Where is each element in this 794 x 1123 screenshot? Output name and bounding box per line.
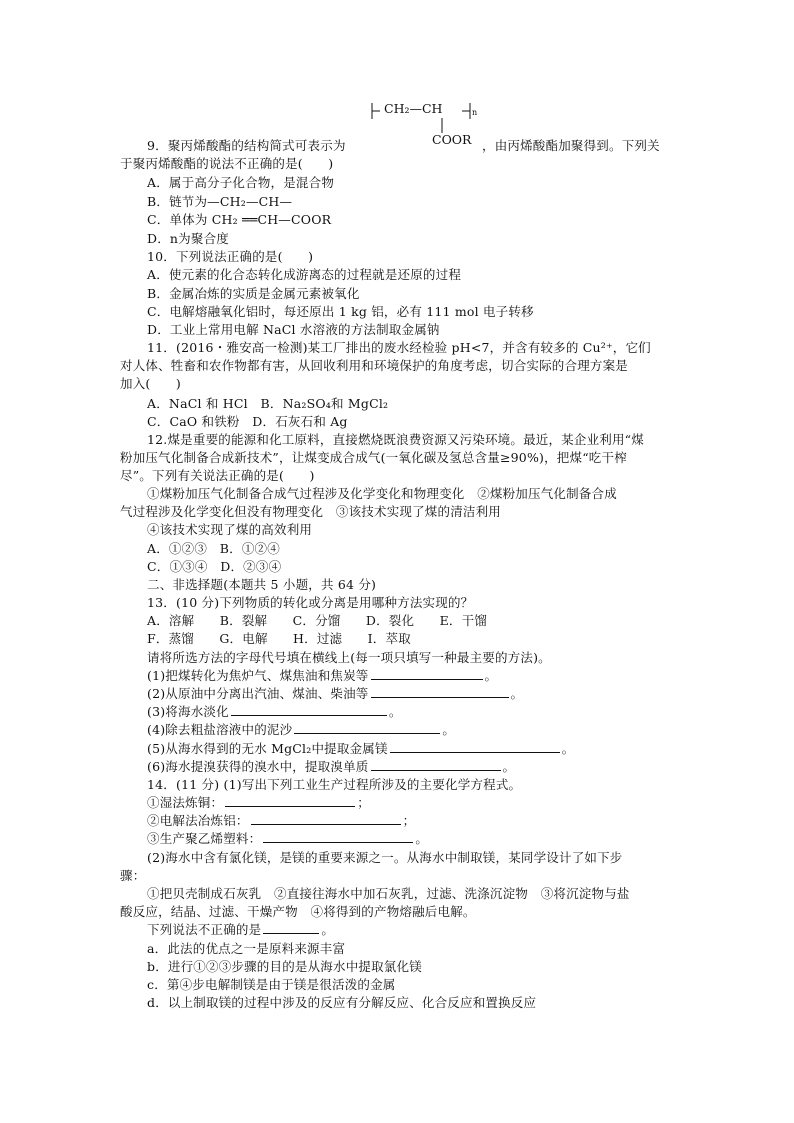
q13-part4 <box>147 721 455 739</box>
period: 。 <box>415 831 429 846</box>
q11-options-cd: C．CaO 和铁粉 D．石灰石和 Ag <box>147 414 348 429</box>
q12-options-cd: C．①③④ D．②③④ <box>147 559 282 574</box>
q10-option-c: C．电解熔融氧化铝时，每还原出 1 kg 铝，必有 111 mol 电子转移 <box>147 304 534 319</box>
q11-stem-line3: 加入( ) <box>120 376 181 391</box>
q10-option-d: D．工业上常用电解 NaCl 水溶液的方法制取金属钠 <box>147 322 440 337</box>
answer-blank[interactable] <box>225 794 355 807</box>
semicolon: ； <box>402 813 416 828</box>
q14-option-c: c．第④步电解制镁是由于镁是很活泼的金属 <box>147 977 396 992</box>
period: 。 <box>510 686 524 701</box>
answer-blank[interactable] <box>251 812 401 825</box>
q14-part1-item1 <box>147 794 370 812</box>
q14-part1-item3 <box>147 830 428 848</box>
q13-part6-text: (6)海水提溴获得的溴水中，提取溴单质 <box>147 759 369 774</box>
q12-stem-line1: 12.煤是重要的能源和化工原料，直接燃烧既浪费资源又污染环境。最近，某企业利用“煤 <box>147 432 644 447</box>
q10-stem: 10．下列说法正确的是( ) <box>147 249 314 264</box>
q14-item3-label: ③生产聚乙烯塑料： <box>147 831 262 846</box>
period: 。 <box>442 722 456 737</box>
q14-steps-line1: ①把贝壳制成石灰乳 ②直接往海水中加石灰乳，过滤、洗涤沉淀物 ③将沉淀物与盐 <box>147 886 630 901</box>
q11-options-ab: A．NaCl 和 HCl B．Na₂SO₄和 MgCl₂ <box>147 396 389 411</box>
q9-option-b: B．链节为—CH₂—CH— <box>147 194 293 209</box>
q13-options-row2: F．蒸馏 G．电解 H．过滤 I．萃取 <box>147 631 411 646</box>
q13-options-row1: A．溶解 B．裂解 C．分馏 D．裂化 E．干馏 <box>147 613 488 628</box>
period: 。 <box>561 741 575 756</box>
q13-part6 <box>147 758 515 776</box>
q14-item1-label: ①湿法炼铜： <box>147 795 224 810</box>
q13-part2 <box>147 685 523 703</box>
q13-instruction: 请将所选方法的字母代号填在横线上(每一项只填写一种最主要的方法)。 <box>147 650 551 665</box>
q14-item2-label: ②电解法冶炼铝： <box>147 813 249 828</box>
semicolon: ； <box>357 795 370 810</box>
q13-part1-text: (1)把煤转化为焦炉气、煤焦油和焦炭等 <box>147 668 369 683</box>
answer-blank[interactable] <box>294 721 440 734</box>
q12-statement-line3: ④该技术实现了煤的高效利用 <box>147 522 313 537</box>
q12-options-ab: A．①②③ B．①②④ <box>147 541 280 556</box>
q11-stem-line2: 对人体、牲畜和农作物都有害，从回收利用和环境保护的角度考虑，切合实际的合理方案是 <box>120 358 629 373</box>
formula-subscript-n: n <box>472 108 478 117</box>
q9-option-d: D．n为聚合度 <box>147 231 229 246</box>
q14-part1-item2 <box>147 812 415 830</box>
period: 。 <box>321 922 335 937</box>
q12-statement-line2: 气过程涉及化学变化但没有物理变化 ③该技术实现了煤的清洁利用 <box>120 504 502 519</box>
q13-part4-text: (4)除去粗盐溶液中的泥沙 <box>147 722 293 737</box>
q9-option-a: A．属于高分子化合物，是混合物 <box>147 175 335 190</box>
q13-part5 <box>147 740 574 758</box>
answer-blank[interactable] <box>263 830 413 843</box>
answer-blank[interactable] <box>371 685 509 698</box>
period: 。 <box>502 759 516 774</box>
q14-stem: 14．(11 分) (1)写出下列工业生产过程所涉及的主要化学方程式。 <box>147 777 522 792</box>
q12-stem-line3: 尽”。下列有关说法正确的是( ) <box>120 468 315 483</box>
period: 。 <box>388 704 402 719</box>
answer-blank[interactable] <box>263 921 319 934</box>
answer-blank[interactable] <box>371 758 501 771</box>
q13-part3-text: (3)将海水淡化 <box>147 704 229 719</box>
answer-blank[interactable] <box>231 703 387 716</box>
q14-option-b: b．进行①②③步骤的目的是从海水中提取氯化镁 <box>147 959 422 974</box>
q14-part2-line2: 骤： <box>120 868 146 883</box>
q10-option-a: A．使元素的化合态转化成游离态的过程就是还原的过程 <box>147 267 462 282</box>
formula-repeat-unit: CH₂—CH <box>384 101 443 116</box>
formula-side-group: COOR <box>432 132 472 147</box>
q9-option-c: C．单体为 CH₂ ══CH—COOR <box>147 212 332 227</box>
q14-question-text: 下列说法不正确的是 <box>147 922 262 937</box>
q14-part2-line1: (2)海水中含有氯化镁，是镁的重要来源之一。从海水中制取镁，某同学设计了如下步 <box>147 850 623 865</box>
period: 。 <box>484 668 498 683</box>
q13-part1 <box>147 667 497 685</box>
q12-stem-line2: 粉加压气化制备合成新技术”，让煤变成合成气(一氧化碳及氢总含量≥90%)，把煤“吃干榨 <box>120 450 627 465</box>
q14-option-d: d．以上制取镁的过程中涉及的反应有分解反应、化合反应和置换反应 <box>147 995 537 1010</box>
q14-steps-line2: 酸反应，结晶、过滤、干燥产物 ④将得到的产物熔融后电解。 <box>120 904 476 919</box>
q9-stem-start: 9．聚丙烯酸酯的结构简式可表示为 <box>147 138 346 153</box>
q13-stem: 13．(10 分)下列物质的转化或分离是用哪种方法实现的？ <box>147 595 474 610</box>
answer-blank[interactable] <box>390 740 560 753</box>
q12-statement-line1: ①煤粉加压气化制备合成气过程涉及化学变化和物理变化 ②煤粉加压气化制备合成 <box>147 486 617 501</box>
q10-option-b: B．金属冶炼的实质是金属元素被氧化 <box>147 286 360 301</box>
q11-stem-line1: 11．(2016・雅安高一检测)某工厂排出的废水经检验 pH<7，并含有较多的 Cu²⁺，它们 <box>147 340 651 355</box>
q14-option-a: a．此法的优点之一是原料来源丰富 <box>147 941 346 956</box>
q9-stem-end: ，由丙烯酸酯加聚得到。下列关 <box>482 138 660 153</box>
q9-stem-line2: 于聚丙烯酸酯的说法不正确的是( ) <box>120 156 334 171</box>
q13-part5-text: (5)从海水得到的无水 MgCl₂中提取金属镁 <box>147 741 388 756</box>
answer-blank[interactable] <box>371 667 483 680</box>
q13-part2-text: (2)从原油中分离出汽油、煤油、柴油等 <box>147 686 369 701</box>
q13-part3 <box>147 703 402 721</box>
q14-question <box>147 921 334 939</box>
section-heading: 二、非选择题(本题共 5 小题，共 64 分) <box>147 577 377 592</box>
